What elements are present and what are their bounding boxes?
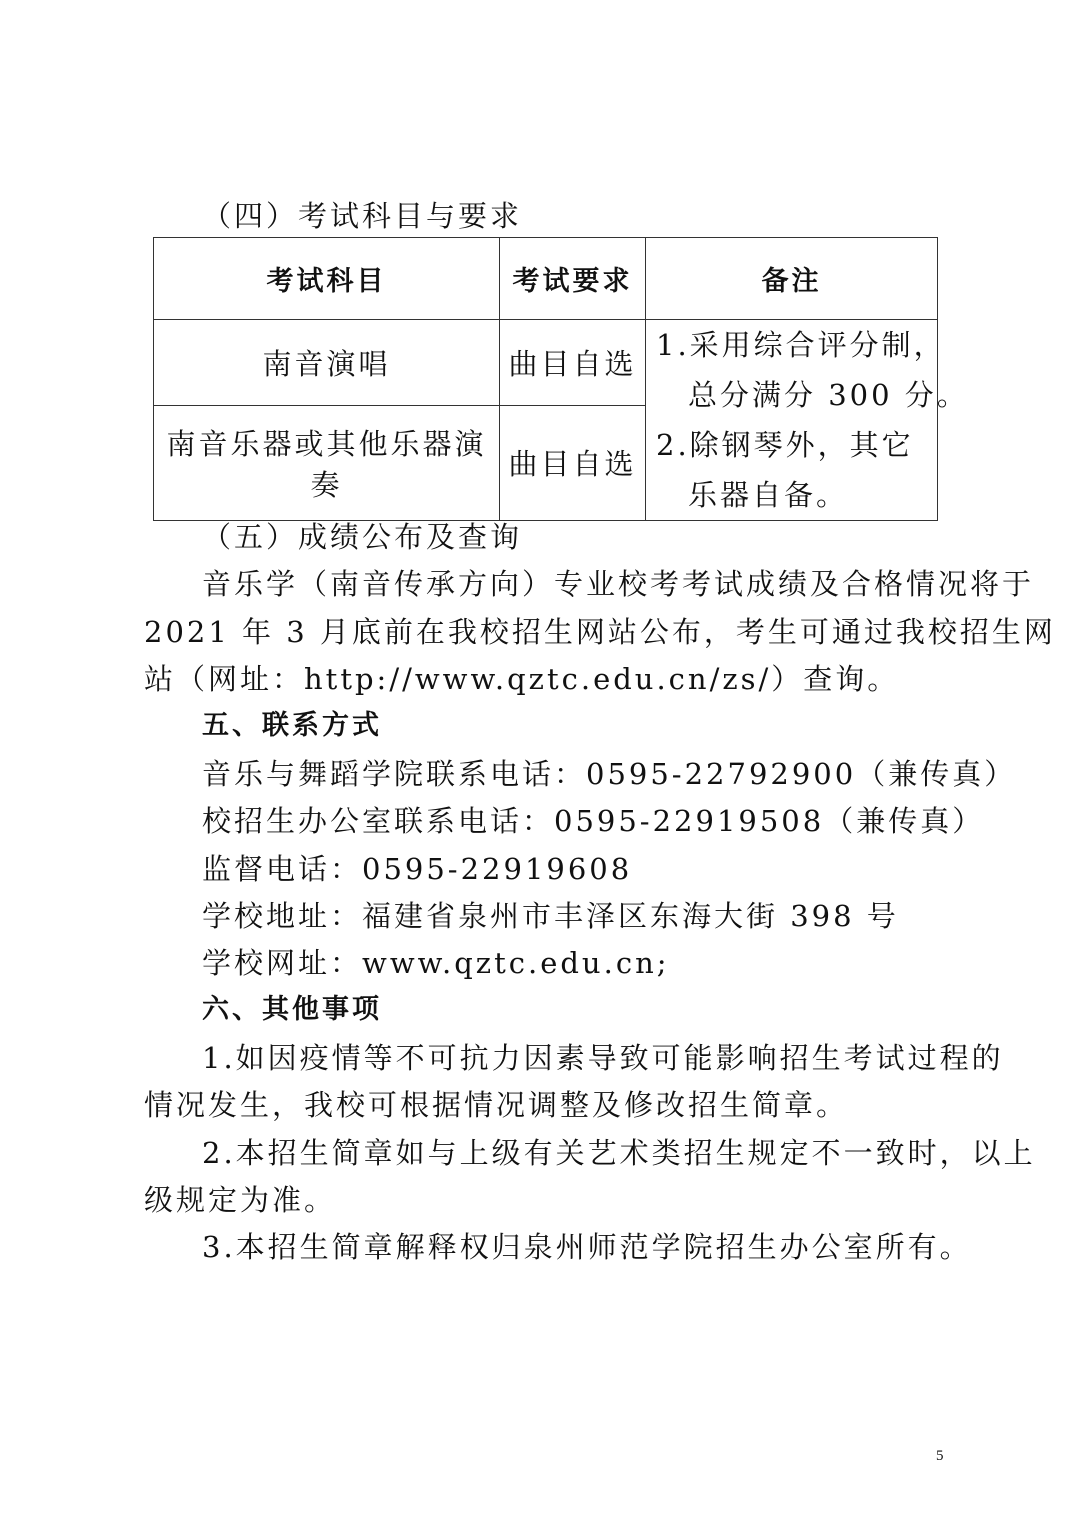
exam-table: [153, 237, 969, 521]
table-header-row: [154, 238, 938, 320]
contact-line: 学校地址：福建省泉州市丰泽区东海大街 398 号: [202, 899, 899, 933]
remark-line: 乐器自备。: [688, 478, 849, 512]
section5-text-line: 音乐学（南音传承方向）专业校考考试成绩及合格情况将于: [202, 567, 1035, 601]
other-line: 情况发生，我校可根据情况调整及修改招生简章。: [144, 1088, 849, 1122]
contact-line: 校招生办公室联系电话：0595-22919508（兼传真）: [202, 804, 985, 838]
other-line: 级规定为准。: [144, 1183, 337, 1217]
table-row: [154, 320, 938, 406]
contact-line: 监督电话：0595-22919608: [202, 852, 633, 886]
contact-line: 学校网址：www.qztc.edu.cn;: [202, 946, 670, 980]
other-line: 3.本招生简章解释权归泉州师范学院招生办公室所有。: [202, 1230, 972, 1264]
row-subject: 南音乐器或其他乐器演奏: [154, 405, 500, 520]
header-remarks: 备注: [646, 238, 938, 320]
section5-text-line: 站（网址：http://www.qztc.edu.cn/zs/）查询。: [144, 662, 900, 696]
other-heading: 六、其他事项: [202, 994, 382, 1025]
contact-line: 音乐与舞蹈学院联系电话：0595-22792900（兼传真）: [202, 757, 1017, 791]
remark-line: 总分满分 300 分。: [688, 378, 969, 412]
section5-text-line: 2021 年 3 月底前在我校招生网站公布，考生可通过我校招生网: [144, 615, 1056, 649]
other-line: 2.本招生简章如与上级有关艺术类招生规定不一致时，以上: [202, 1136, 1036, 1170]
section5-heading: （五）成绩公布及查询: [202, 520, 523, 554]
section4-heading: （四）考试科目与要求: [202, 199, 523, 233]
remarks-cell: [646, 320, 969, 521]
header-requirement: 考试要求: [500, 238, 646, 320]
other-line: 1.如因疫情等不可抗力因素导致可能影响招生考试过程的: [202, 1041, 1004, 1075]
header-subject: 考试科目: [154, 238, 500, 320]
row-requirement: 曲目自选: [500, 320, 646, 406]
remark-line: 2.除钢琴外，其它: [656, 428, 914, 462]
remark-line: 1.采用综合评分制，: [656, 328, 946, 362]
row-subject: 南音演唱: [154, 320, 500, 406]
page-number: 5: [936, 1448, 944, 1464]
row-requirement: 曲目自选: [500, 405, 646, 520]
contact-heading: 五、联系方式: [202, 710, 382, 741]
